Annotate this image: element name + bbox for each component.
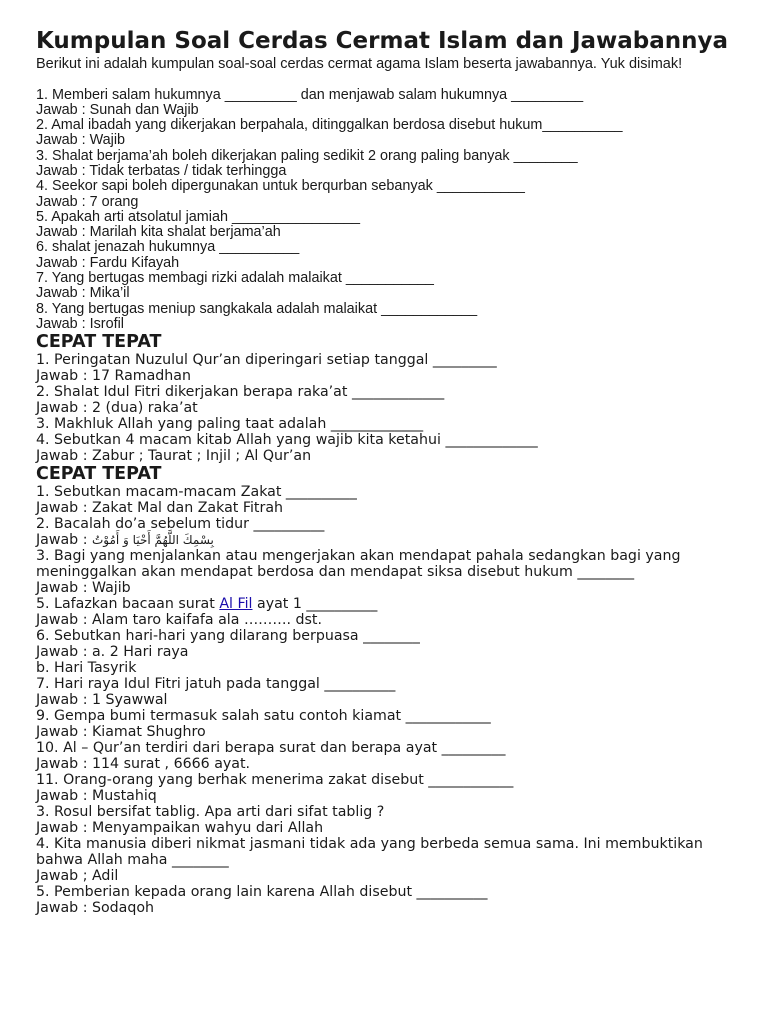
question-line: 6. Sebutkan hari-hari yang dilarang berpuasa ________ xyxy=(36,628,420,645)
question-line: 4. Sebutkan 4 macam kitab Allah yang wajib kita ketahui _____________ xyxy=(36,432,538,449)
question-line: 7. Yang bertugas membagi rizki adalah malaikat ___________ xyxy=(36,270,434,287)
answer-line: Jawab : Fardu Kifayah xyxy=(36,254,180,271)
question-line: 10. Al – Qur’an terdiri dari berapa surat dan berapa ayat _________ xyxy=(36,740,506,757)
question-line: 3. Rosul bersifat tablig. Apa arti dari sifat tablig ? xyxy=(36,804,385,821)
answer-line: Jawab : Sodaqoh xyxy=(36,900,155,917)
question-line: 8. Yang bertugas meniup sangkakala adalah malaikat ____________ xyxy=(36,300,478,317)
answer-line: Jawab : Menyampaikan wahyu dari Allah xyxy=(36,820,324,837)
answer-line: Jawab : Tidak terbatas / tidak terhingga xyxy=(36,162,287,179)
question-line: 1. Sebutkan macam-macam Zakat __________ xyxy=(36,484,357,501)
document-page xyxy=(36,28,736,916)
arabic-prayer: بِسْمِكَ اللَّهُمَّ أَحْيَا وَ أَمُوْتُ xyxy=(91,533,214,548)
question-line: 5. Apakah arti atsolatul jamiah ________________ xyxy=(36,208,361,225)
question-line: 1. Peringatan Nuzulul Qur’an diperingari setiap tanggal _________ xyxy=(36,352,497,369)
answer-line: Jawab : Kiamat Shughro xyxy=(36,724,206,741)
section-cepat-tepat-2 xyxy=(36,464,736,916)
answer-line: Jawab : 17 Ramadhan xyxy=(36,368,191,385)
question-line: 3. Shalat berjama’ah boleh dikerjakan paling sedikit 2 orang paling banyak ________ xyxy=(36,147,578,164)
answer-line: Jawab : 114 surat , 6666 ayat. xyxy=(36,756,251,773)
answer-line: Jawab : 7 orang xyxy=(36,193,139,210)
answer-line: Jawab : Zakat Mal dan Zakat Fitrah xyxy=(36,500,284,517)
section-cepat-tepat-1 xyxy=(36,332,736,464)
answer-line: Jawab : Mustahiq xyxy=(36,788,157,805)
section-heading: CEPAT TEPAT xyxy=(36,332,162,353)
answer-line: Jawab : a. 2 Hari raya xyxy=(36,644,189,661)
question-line: 2. Shalat Idul Fitri dikerjakan berapa raka’at _____________ xyxy=(36,384,445,401)
answer-line: Jawab : Wajib xyxy=(36,132,126,149)
answer-line: b. Hari Tasyrik xyxy=(36,660,137,677)
answer-line xyxy=(36,532,736,548)
answer-line: Jawab : Marilah kita shalat berjama’ah xyxy=(36,224,281,241)
answer-line: Jawab ; Adil xyxy=(36,868,119,885)
answer-line: Jawab : Alam taro kaifafa ala ………. dst. xyxy=(36,612,323,629)
section-heading: CEPAT TEPAT xyxy=(36,464,162,485)
answer-line: Jawab : Isrofil xyxy=(36,315,124,332)
question-line: 4. Seekor sapi boleh dipergunakan untuk berqurban sebanyak ___________ xyxy=(36,178,525,195)
question-line: 9. Gempa bumi termasuk salah satu contoh kiamat ____________ xyxy=(36,708,491,725)
al-fil-link[interactable]: Al Fil xyxy=(219,596,253,613)
answer-line: Jawab : Wajib xyxy=(36,580,131,597)
answer-line: Jawab : 2 (dua) raka’at xyxy=(36,400,198,417)
question-line: 5. Pemberian kepada orang lain karena Allah disebut __________ xyxy=(36,884,488,901)
question-line: 6. shalat jenazah hukumnya __________ xyxy=(36,239,300,256)
question-text: 5. Lafazkan bacaan surat xyxy=(36,596,220,613)
question-text: ayat 1 __________ xyxy=(252,596,378,613)
answer-line: Jawab : Mika’il xyxy=(36,285,130,302)
question-line: 3. Makhluk Allah yang paling taat adalah _____________ xyxy=(36,416,424,433)
section-basic-questions xyxy=(36,88,736,333)
answer-line: Jawab : Zabur ; Taurat ; Injil ; Al Qur’an xyxy=(36,448,312,465)
intro-text: Berikut ini adalah kumpulan soal-soal cerdas cermat agama Islam beserta jawabannya. Yuk disimak! xyxy=(36,56,683,72)
question-line: 3. Bagi yang menjalankan atau mengerjakan akan mendapat pahala sedangkan bagi yang meninggalkan akan mendapat berdosa dan mendapat siksa disebut hukum ________ xyxy=(36,548,681,581)
question-line: 2. Bacalah do’a sebelum tidur __________ xyxy=(36,516,325,533)
question-line xyxy=(36,596,736,612)
page-title: Kumpulan Soal Cerdas Cermat Islam dan Jawabannya xyxy=(36,28,729,54)
answer-line: Jawab : 1 Syawwal xyxy=(36,692,168,709)
answer-label: Jawab : xyxy=(36,532,92,549)
question-line: 1. Memberi salam hukumnya _________ dan menjawab salam hukumnya _________ xyxy=(36,86,584,103)
question-line: 7. Hari raya Idul Fitri jatuh pada tanggal __________ xyxy=(36,676,396,693)
question-line: 4. Kita manusia diberi nikmat jasmani tidak ada yang berbeda semua sama. Ini membuktikan bahwa Allah maha ________ xyxy=(36,836,703,869)
answer-line: Jawab : Sunah dan Wajib xyxy=(36,101,199,118)
question-line: 11. Orang-orang yang berhak menerima zakat disebut ____________ xyxy=(36,772,514,789)
question-line: 2. Amal ibadah yang dikerjakan berpahala, ditinggalkan berdosa disebut hukum__________ xyxy=(36,117,623,134)
